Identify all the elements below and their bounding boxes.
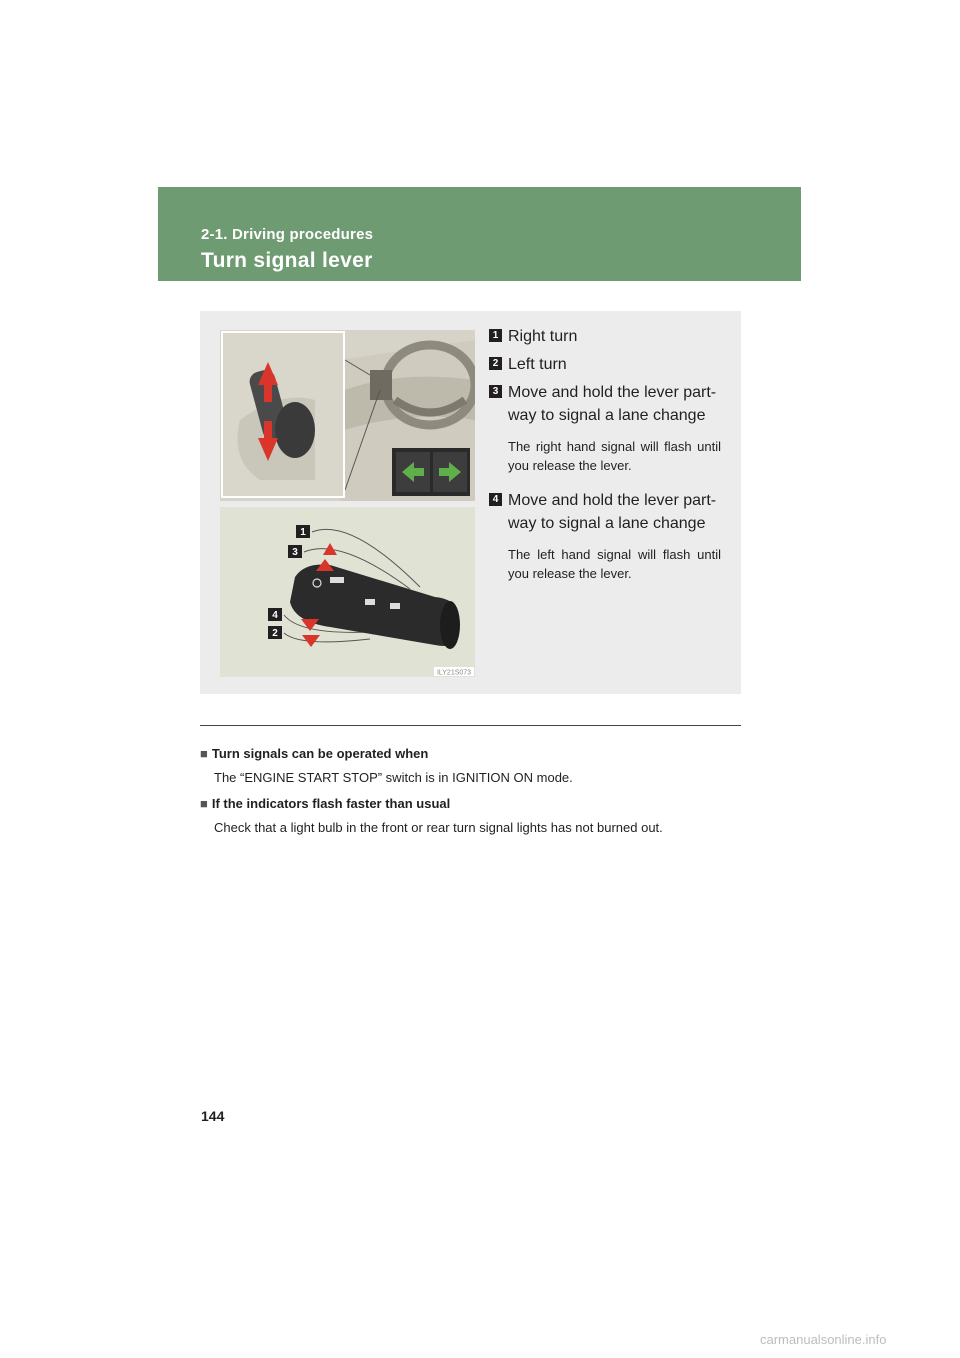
step-label: Left turn [508, 356, 567, 373]
note-body: Check that a light bulb in the front or rear turn signal lights has not burned out. [214, 820, 663, 835]
note-body: The “ENGINE START STOP” switch is in IGNITION ON mode. [214, 770, 573, 785]
svg-text:3: 3 [292, 547, 298, 558]
step-item [489, 489, 721, 583]
step-label: Right turn [508, 328, 578, 345]
callout-2 [268, 626, 282, 639]
section-label: 2-1. Driving procedures [201, 226, 374, 243]
page-title: Turn signal lever [201, 249, 373, 272]
step-label: Move and hold the lever part-way to signal a lane change [508, 384, 717, 424]
lever-detail-illustration [220, 507, 475, 677]
steering-column-illustration [220, 330, 475, 501]
note-heading: ■ If the indicators flash faster than usual [200, 796, 451, 811]
turn-indicator-icon [392, 448, 470, 496]
note-heading: ■ Turn signals can be operated when [200, 746, 429, 761]
page-number: 144 [201, 1108, 225, 1124]
step-label: Move and hold the lever part-way to signal a lane change [508, 492, 717, 532]
step-number: 1 [489, 329, 502, 342]
square-bullet-icon: ■ [200, 746, 208, 761]
step-number: 4 [489, 493, 502, 506]
step-note: The right hand signal will flash until you release the lever. [508, 439, 721, 473]
callout-4 [268, 608, 282, 621]
step-item [489, 325, 721, 348]
square-bullet-icon: ■ [200, 796, 208, 811]
watermark: carmanualsonline.info [760, 1332, 887, 1347]
step-list [489, 325, 721, 597]
illustration-id-code: ILY21S073 [436, 669, 472, 677]
notes-section [200, 744, 741, 844]
svg-text:2: 2 [272, 628, 278, 639]
callout-3 [288, 545, 302, 558]
illustration-panel [200, 311, 741, 694]
step-note: The left hand signal will flash until you release the lever. [508, 547, 721, 581]
svg-text:1: 1 [300, 527, 306, 538]
section-divider [200, 725, 741, 726]
svg-text:4: 4 [272, 610, 278, 621]
step-item [489, 353, 721, 376]
callout-1 [296, 525, 310, 538]
step-item [489, 381, 721, 475]
step-number: 3 [489, 385, 502, 398]
section-header [158, 187, 801, 281]
step-number: 2 [489, 357, 502, 370]
